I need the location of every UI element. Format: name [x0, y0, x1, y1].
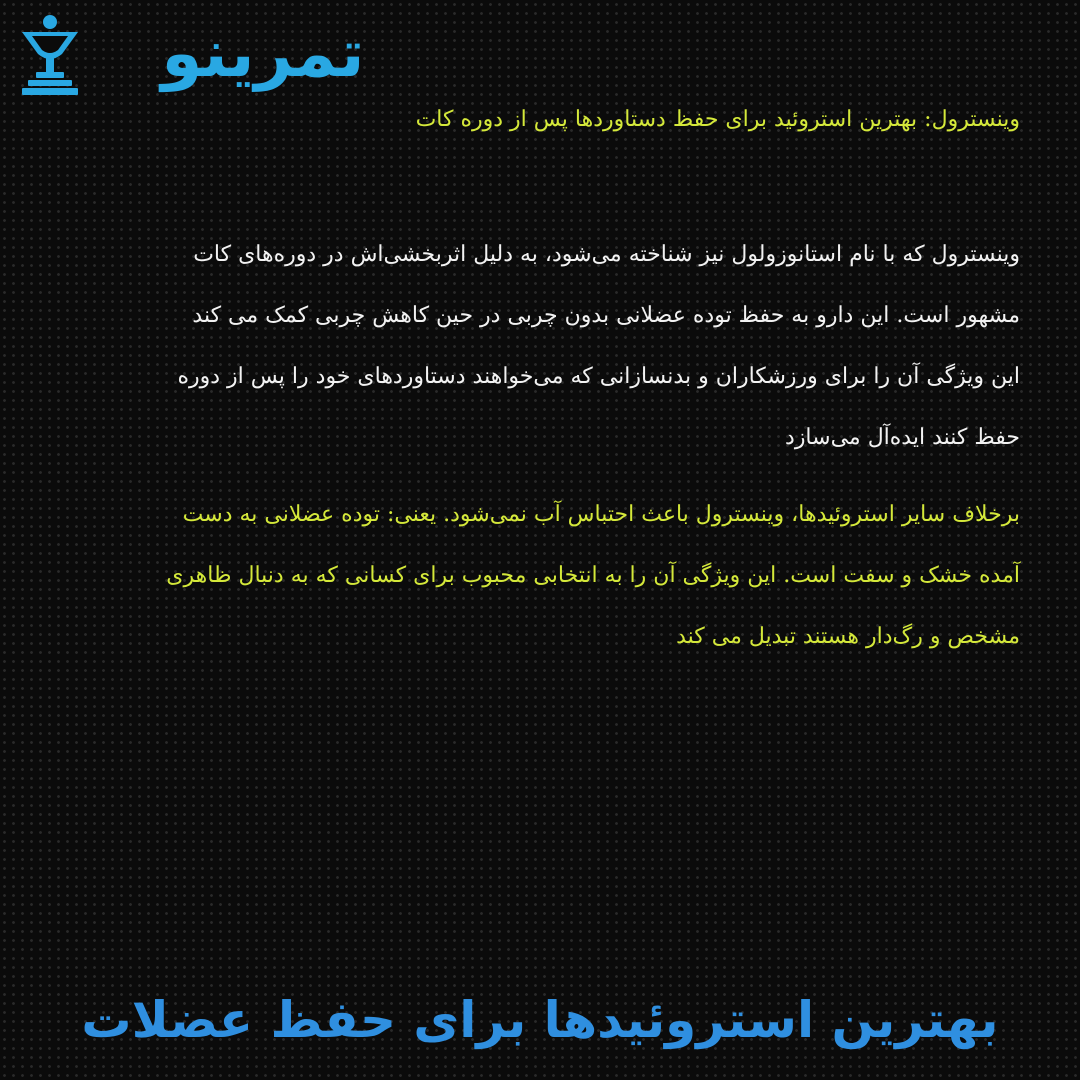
article-heading: وینسترول: بهترین استروئید برای حفظ دستاوردها پس از دوره کات — [415, 107, 1020, 132]
paragraph-line: آمده خشک و سفت است. این ویژگی آن را به انتخابی محبوب برای کسانی که به دنبال ظاهری — [166, 563, 1020, 588]
footer-title: بهترین استروئیدها برای حفظ عضلات — [81, 991, 999, 1049]
trophy-icon — [18, 12, 82, 100]
paragraph-line: برخلاف سایر استروئیدها، وینسترول باعث احتباس آب نمی‌شود. یعنی: توده عضلانی به دست — [182, 502, 1020, 527]
brand-name: تمرینو — [161, 15, 365, 92]
paragraph-line: وینسترول که با نام استانوزولول نیز شناخته می‌شود، به دلیل اثربخشی‌اش در دوره‌های کات — [193, 242, 1020, 267]
paragraph-line: مشخص و رگ‌دار هستند تبدیل می کند — [676, 624, 1020, 649]
body-paragraph-1 — [60, 224, 1020, 468]
paragraph-line: مشهور است. این دارو به حفظ توده عضلانی بدون چربی در حین کاهش چربی کمک می کند — [192, 303, 1020, 328]
paragraph-line: حفظ کنند ایده‌آل می‌سازد — [785, 425, 1020, 450]
brand-logo — [18, 8, 438, 100]
body-paragraph-2 — [60, 484, 1020, 667]
paragraph-line: این ویژگی آن را برای ورزشکاران و بدنسازانی که می‌خواهند دستاوردهای خود را پس از دوره — [177, 364, 1020, 389]
